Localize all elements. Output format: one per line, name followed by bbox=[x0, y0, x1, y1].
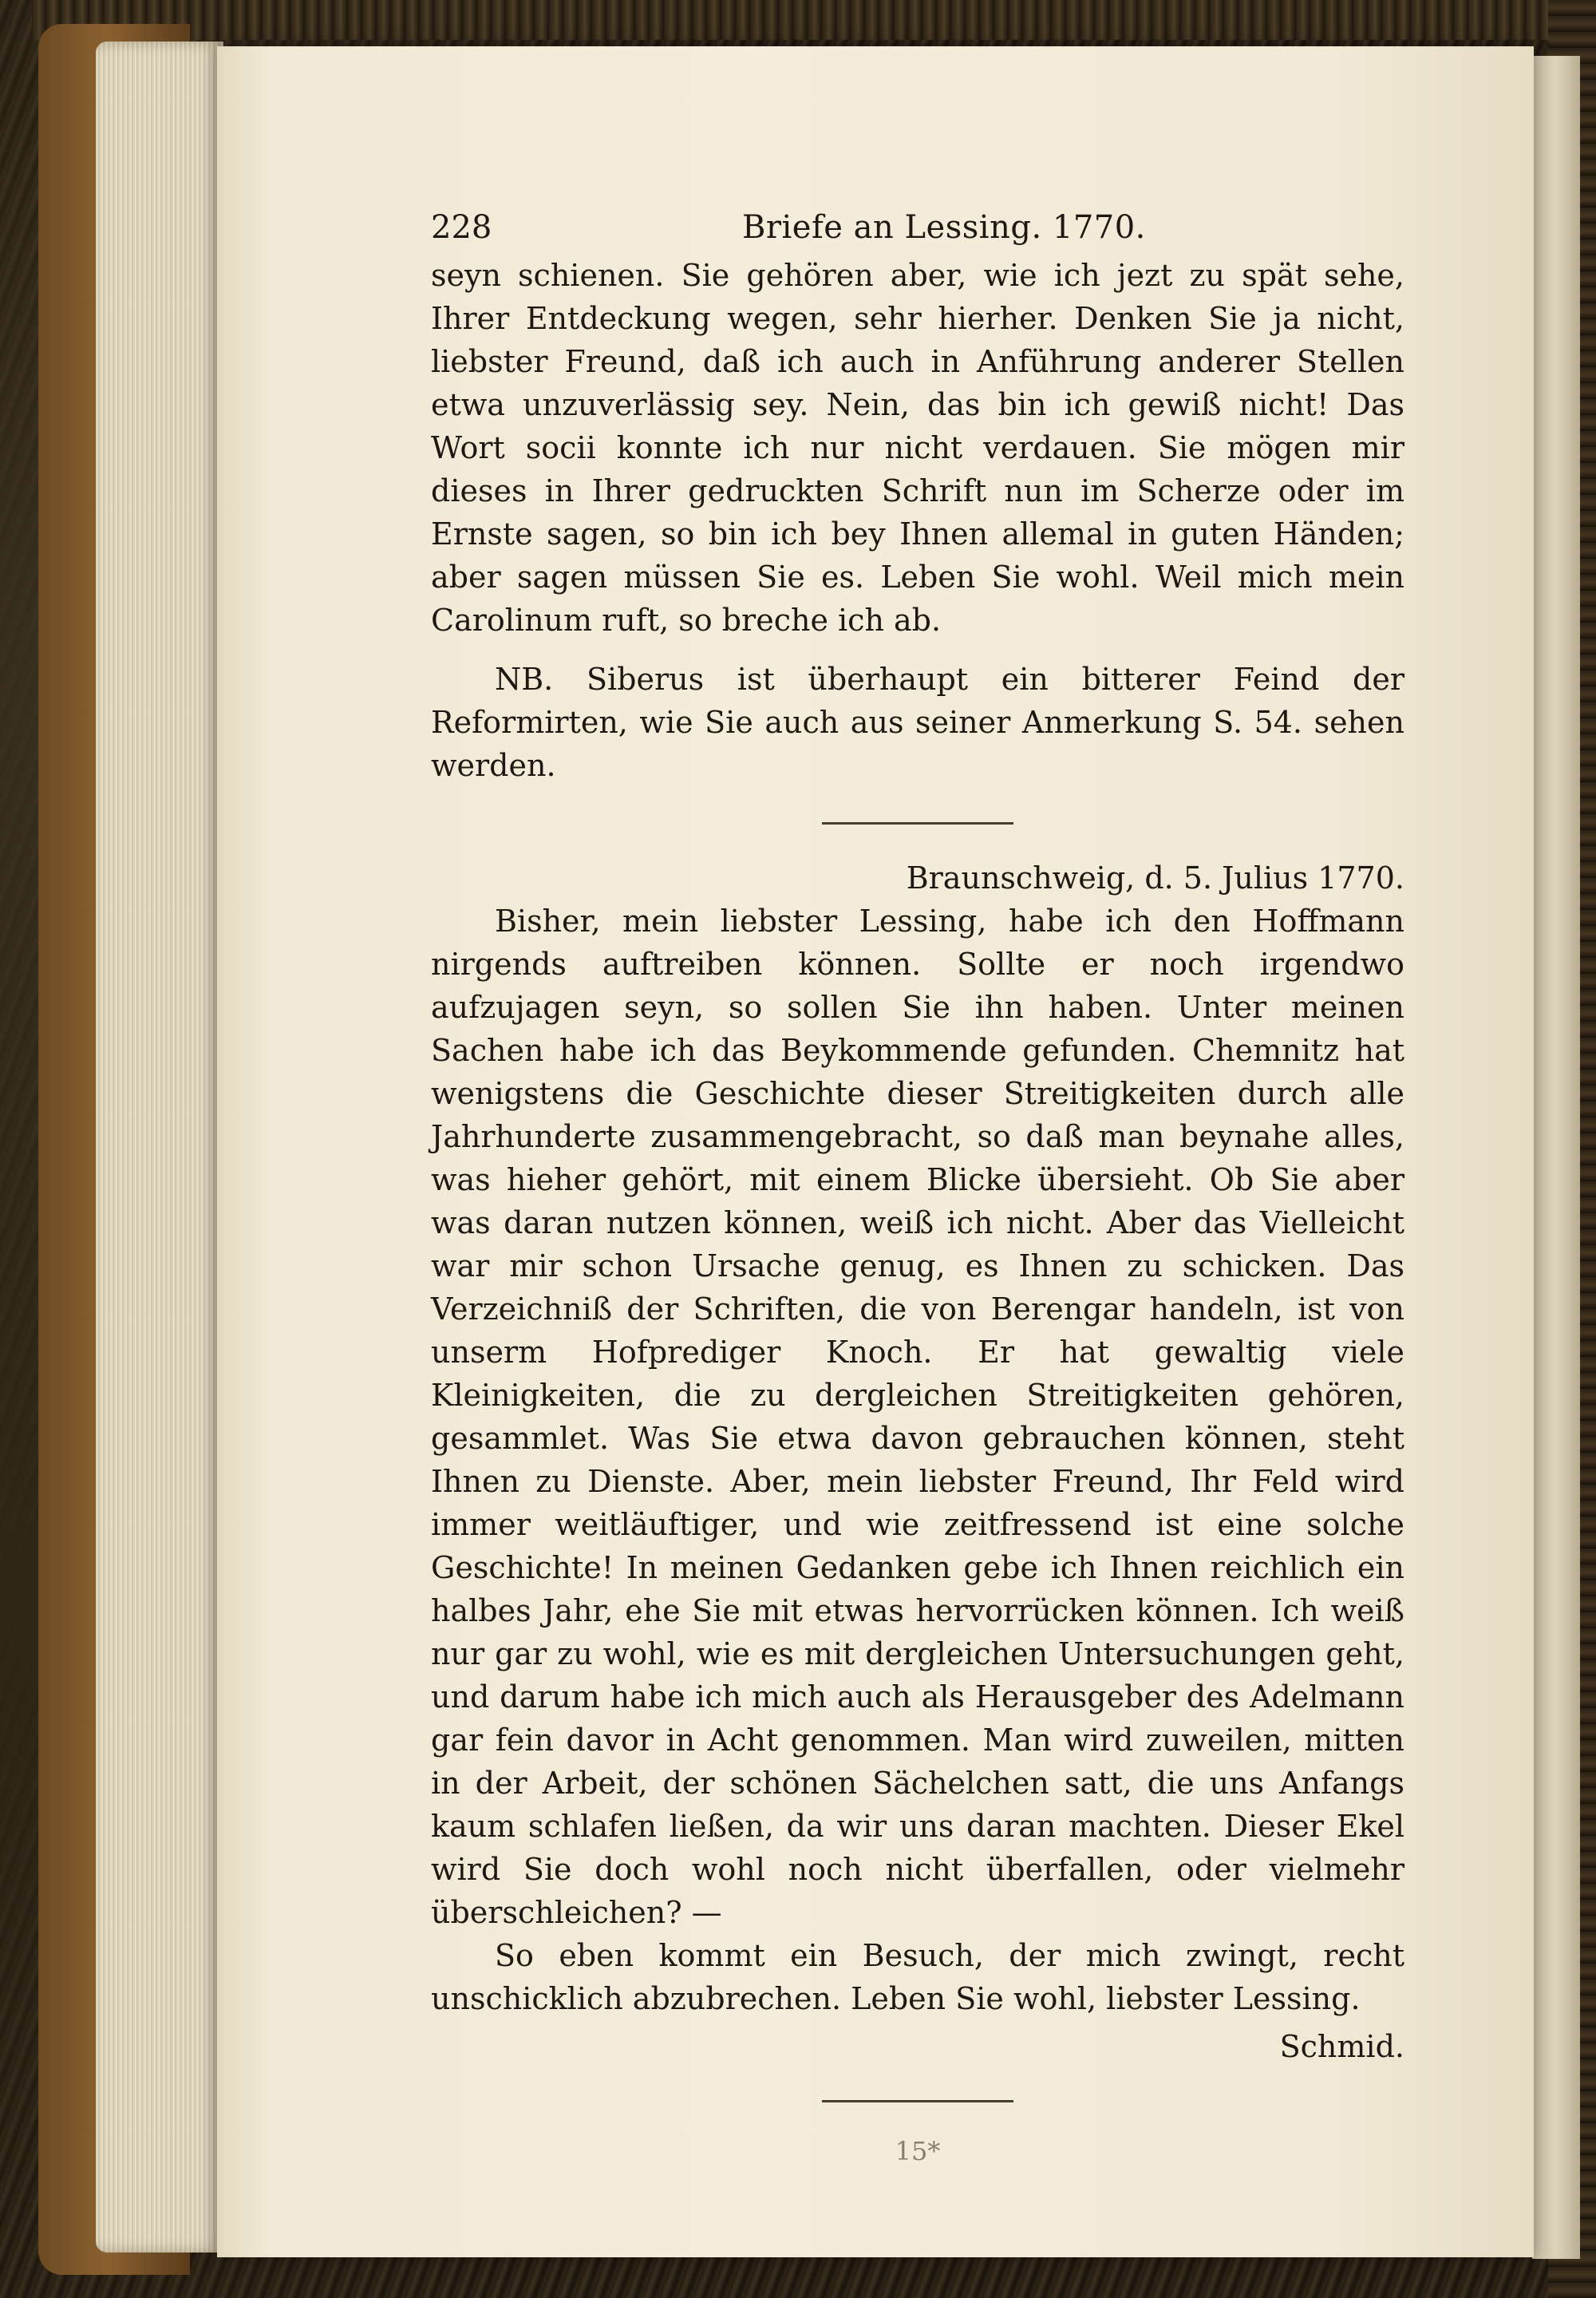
nota-bene bbox=[431, 658, 1404, 787]
printer-signature-mark: 15* bbox=[895, 2136, 941, 2166]
end-divider bbox=[822, 2100, 1013, 2102]
nota-bene-text: Siberus ist überhaupt ein bitterer Feind der Reformirten, wie Sie auch aus seiner Anmerkung S. 54. sehen werden. bbox=[431, 662, 1404, 783]
page-content bbox=[431, 206, 1404, 2166]
letter2-signature: Schmid. bbox=[1279, 2029, 1404, 2064]
letter2-paragraph: Bisher, mein liebster Lessing, habe ich den Hoffmann nirgends auftreiben können. Sollte er noch irgendwo aufzujagen seyn, so sollen Sie ihn haben. Unter meinen Sachen habe ich das Beykommende gefunden. Chemnitz hat wenigstens die Geschichte dieser Streitigkeiten durch alle Jahrhunderte zusammengebracht, so daß man beynahe alles, was hieher gehört, mit einem Blicke übersieht. Ob Sie aber was daran nutzen können, weiß ich nicht. Aber das Vielleicht war mir schon Ursache genug, es Ihnen zu schicken. Das Verzeichniß der Schriften, die von Berengar handeln, ist von unserm Hofprediger Knoch. Er hat gewaltig viele Kleinigkeiten, die zu dergleichen Streitigkeiten gehören, gesammlet. Was Sie etwa davon gebrauchen können, steht Ihnen zu Dienste. Aber, mein liebster Freund, Ihr Feld wird immer weitläuftiger, und wie zeitfressend ist eine solche Geschichte! In meinen Gedanken gebe ich Ihnen reichlich ein halbes Jahr, ehe Sie mit etwas hervorrücken können. Ich weiß nur gar zu wohl, wie es mit dergleichen Untersuchungen geht, und darum habe ich mich auch als Herausgeber des Adelmann gar fein davor in Acht genommen. Man wird zuweilen, mitten in der Arbeit, der schönen Sächelchen satt, die uns Anfangs kaum schlafen ließen, da wir uns daran machten. Dieser Ekel wird Sie doch wohl noch nicht überfallen, oder vielmehr überschleichen? — bbox=[431, 904, 1404, 1930]
cover-top-edge bbox=[32, 0, 1596, 40]
page-number: 228 bbox=[431, 209, 492, 246]
facing-page-edge bbox=[1532, 56, 1580, 2259]
letter2-dateline: Braunschweig, d. 5. Julius 1770. bbox=[906, 860, 1404, 896]
nota-bene-label: NB. bbox=[495, 662, 554, 697]
section-divider bbox=[822, 822, 1013, 825]
page-edges bbox=[96, 42, 223, 2253]
running-head bbox=[431, 206, 1404, 254]
letter2-closing-paragraph: So eben kommt ein Besuch, der mich zwingt, recht unschicklich abzubrechen. Leben Sie wohl, liebster Lessing. bbox=[431, 1938, 1404, 2016]
running-title: Briefe an Lessing. 1770. bbox=[742, 209, 1146, 246]
letter1-paragraph: seyn schienen. Sie gehören aber, wie ich jezt zu spät sehe, Ihrer Entdeckung wegen, sehr hierher. Denken Sie ja nicht, liebster Freund, daß ich auch in Anführung anderer Stellen etwa unzuverlässig sey. Nein, das bin ich gewiß nicht! Das Wort socii konnte ich nur nicht verdauen. Sie mögen mir dieses in Ihrer gedruckten Schrift nun im Scherze oder im Ernste sagen, so bin ich bey Ihnen allemal in guten Händen; aber sagen müssen Sie es. Leben Sie wohl. Weil mich mein Carolinum ruft, so breche ich ab. bbox=[431, 258, 1404, 638]
